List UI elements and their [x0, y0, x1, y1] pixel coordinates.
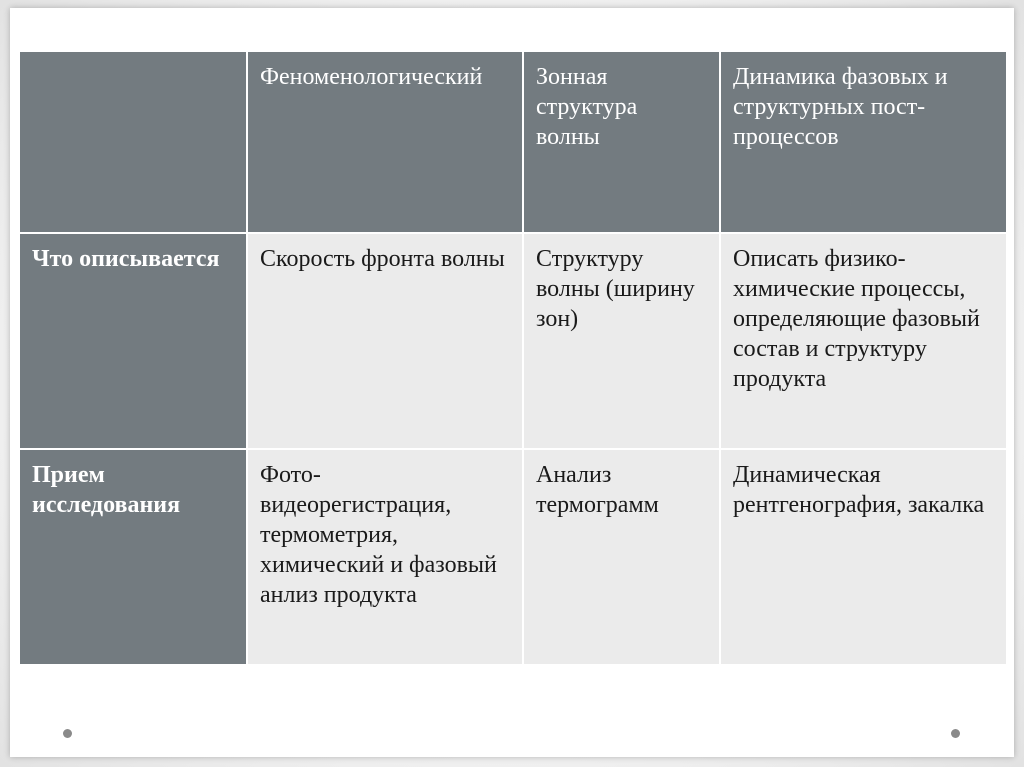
- header-corner-cell: [19, 51, 247, 233]
- slide-dot-right-icon: [951, 729, 960, 738]
- header-phenomenological: Феноменологический: [247, 51, 523, 233]
- table-cell: Анализ термограмм: [523, 449, 720, 665]
- comparison-table: [18, 50, 1008, 666]
- header-zone-structure: Зонная структура волны: [523, 51, 720, 233]
- header-dynamics: Динамика фазовых и структурных пост-процессов: [720, 51, 1007, 233]
- table-cell: Структуру волны (ширину зон): [523, 233, 720, 449]
- row-label-what-described: Что описывается: [19, 233, 247, 449]
- table-row: [19, 449, 1007, 665]
- table-cell: Скорость фронта волны: [247, 233, 523, 449]
- table-header-row: [19, 51, 1007, 233]
- table-cell: Описать физико-химические процессы, определяющие фазовый состав и структуру продукта: [720, 233, 1007, 449]
- row-label-research-method: Прием исследования: [19, 449, 247, 665]
- slide-dot-left-icon: [63, 729, 72, 738]
- table-row: [19, 233, 1007, 449]
- table-cell: Фото-видеорегистрация, термометрия, химический и фазовый анлиз продукта: [247, 449, 523, 665]
- table-cell: Динамическая рентгенография, закалка: [720, 449, 1007, 665]
